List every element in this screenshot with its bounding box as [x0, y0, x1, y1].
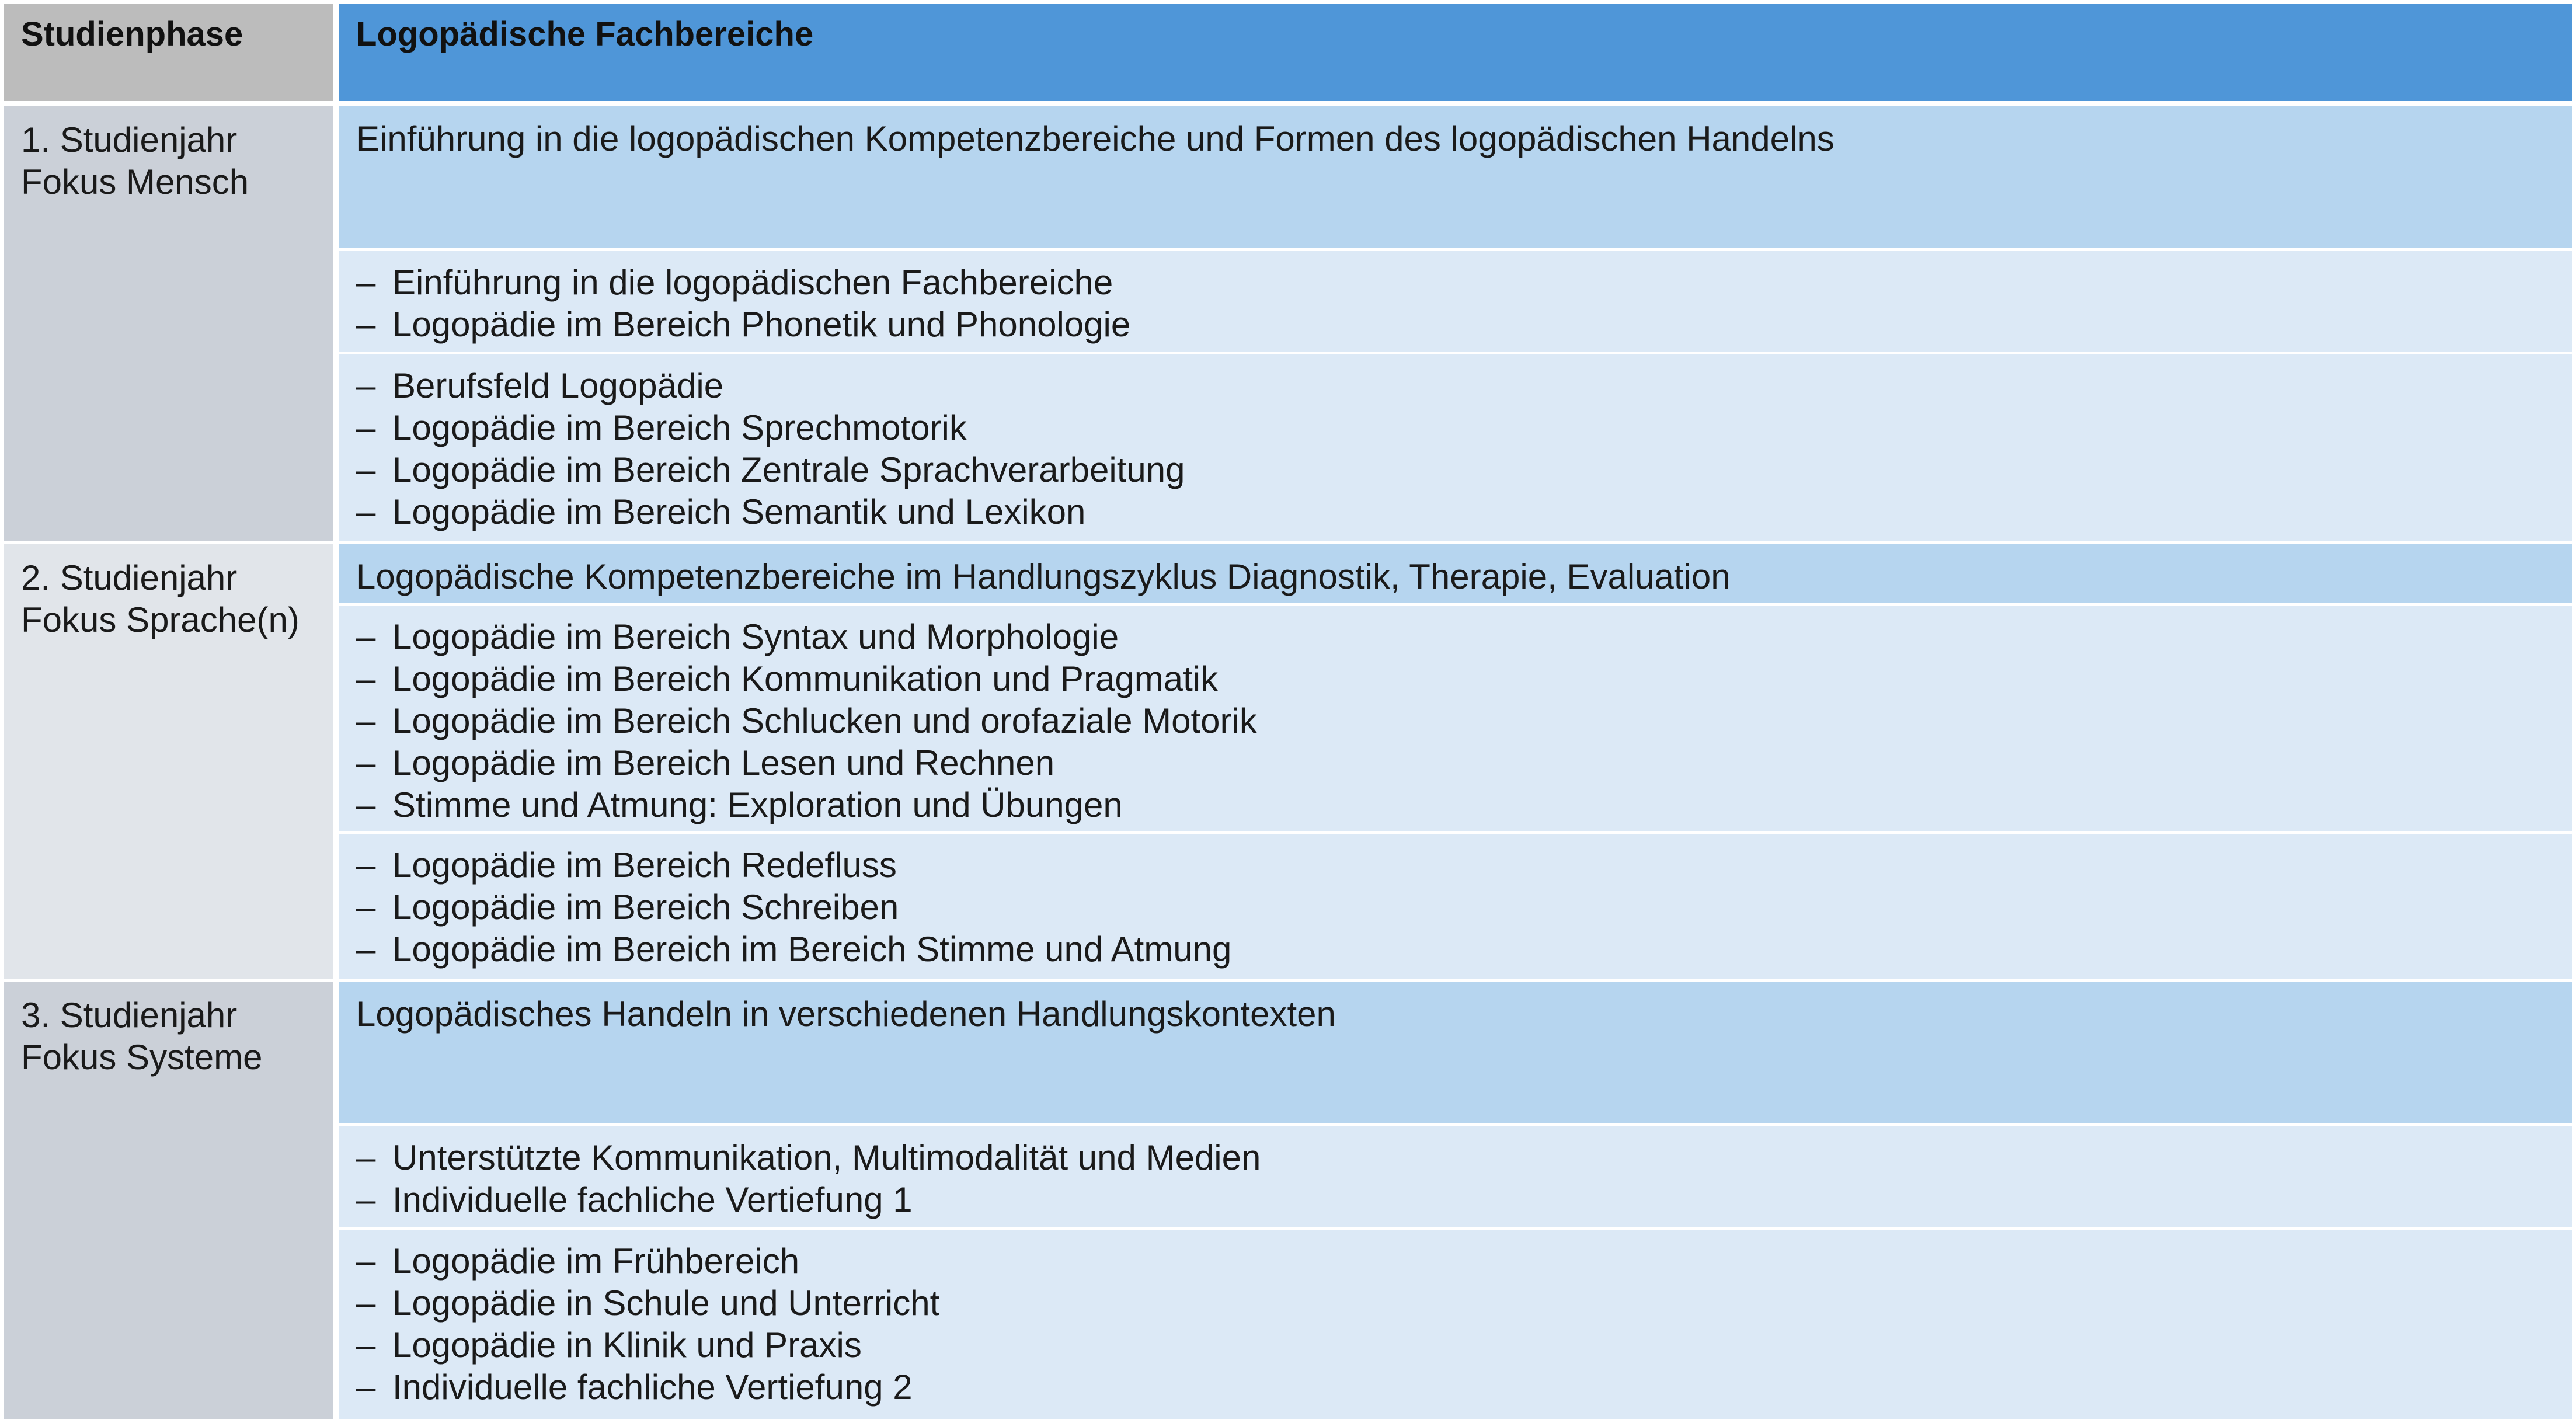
- module-item: – Stimme und Atmung: Exploration und Übungen: [356, 784, 2555, 826]
- header-area-cell: [339, 4, 2572, 101]
- header-phase-cell: [4, 4, 333, 101]
- module-item: – Logopädie im Bereich im Bereich Stimme und Atmung: [356, 928, 2555, 970]
- module-item: – Logopädie im Bereich Syntax und Morphologie: [356, 616, 2555, 658]
- module-item: – Logopädie im Bereich Phonetik und Phonologie: [356, 304, 2555, 346]
- module-group-year-3-a: [339, 1126, 2572, 1227]
- module-item: – Unterstützte Kommunikation, Multimodalität und Medien: [356, 1137, 2555, 1179]
- header-phase-label: Studienphase: [21, 15, 243, 53]
- header-area-label: Logopädische Fachbereiche: [356, 15, 814, 53]
- module-item: – Individuelle fachliche Vertiefung 1: [356, 1179, 2555, 1221]
- module-group-year-2-a: [339, 606, 2572, 831]
- module-item: – Logopädie im Bereich Zentrale Sprachverarbeitung: [356, 449, 2555, 491]
- topic-text: Logopädisches Handeln in verschiedenen Handlungskontexten: [356, 994, 1336, 1034]
- module-item: – Logopädie in Klinik und Praxis: [356, 1324, 2555, 1366]
- module-item: – Logopädie im Bereich Sprechmotorik: [356, 407, 2555, 449]
- topic-cell-year-1: [339, 106, 2572, 248]
- topic-text: Logopädische Kompetenzbereiche im Handlungszyklus Diagnostik, Therapie, Evaluation: [356, 557, 1731, 596]
- module-item: – Logopädie im Bereich Redefluss: [356, 844, 2555, 886]
- module-item: – Logopädie im Bereich Schreiben: [356, 886, 2555, 928]
- phase-year: 3. Studienjahr: [21, 996, 238, 1035]
- module-group-year-3-b: [339, 1230, 2572, 1419]
- module-item: – Logopädie im Bereich Schlucken und orofaziale Motorik: [356, 700, 2555, 742]
- module-group-year-2-b: [339, 834, 2572, 979]
- module-item: – Berufsfeld Logopädie: [356, 365, 2555, 407]
- topic-cell-year-2: [339, 544, 2572, 603]
- phase-focus: Fokus Mensch: [21, 162, 249, 201]
- module-item: – Logopädie im Bereich Semantik und Lexikon: [356, 491, 2555, 533]
- phase-cell-year-3: [4, 982, 333, 1419]
- phase-cell-year-2: [4, 544, 333, 979]
- module-item: – Logopädie in Schule und Unterricht: [356, 1282, 2555, 1324]
- phase-focus: Fokus Systeme: [21, 1038, 263, 1077]
- phase-focus: Fokus Sprache(n): [21, 600, 300, 639]
- phase-year: 1. Studienjahr: [21, 120, 238, 159]
- module-group-year-1-b: [339, 354, 2572, 541]
- phase-cell-year-1: [4, 106, 333, 541]
- module-group-year-1-a: [339, 251, 2572, 352]
- phase-year: 2. Studienjahr: [21, 558, 238, 597]
- module-item: – Einführung in die logopädischen Fachbereiche: [356, 262, 2555, 304]
- topic-cell-year-3: [339, 982, 2572, 1123]
- topic-text: Einführung in die logopädischen Kompetenzbereiche und Formen des logopädischen Handelns: [356, 119, 1834, 158]
- module-item: – Logopädie im Frühbereich: [356, 1240, 2555, 1282]
- module-item: – Logopädie im Bereich Lesen und Rechnen: [356, 742, 2555, 784]
- module-item: – Logopädie im Bereich Kommunikation und Pragmatik: [356, 658, 2555, 700]
- module-item: – Individuelle fachliche Vertiefung 2: [356, 1366, 2555, 1408]
